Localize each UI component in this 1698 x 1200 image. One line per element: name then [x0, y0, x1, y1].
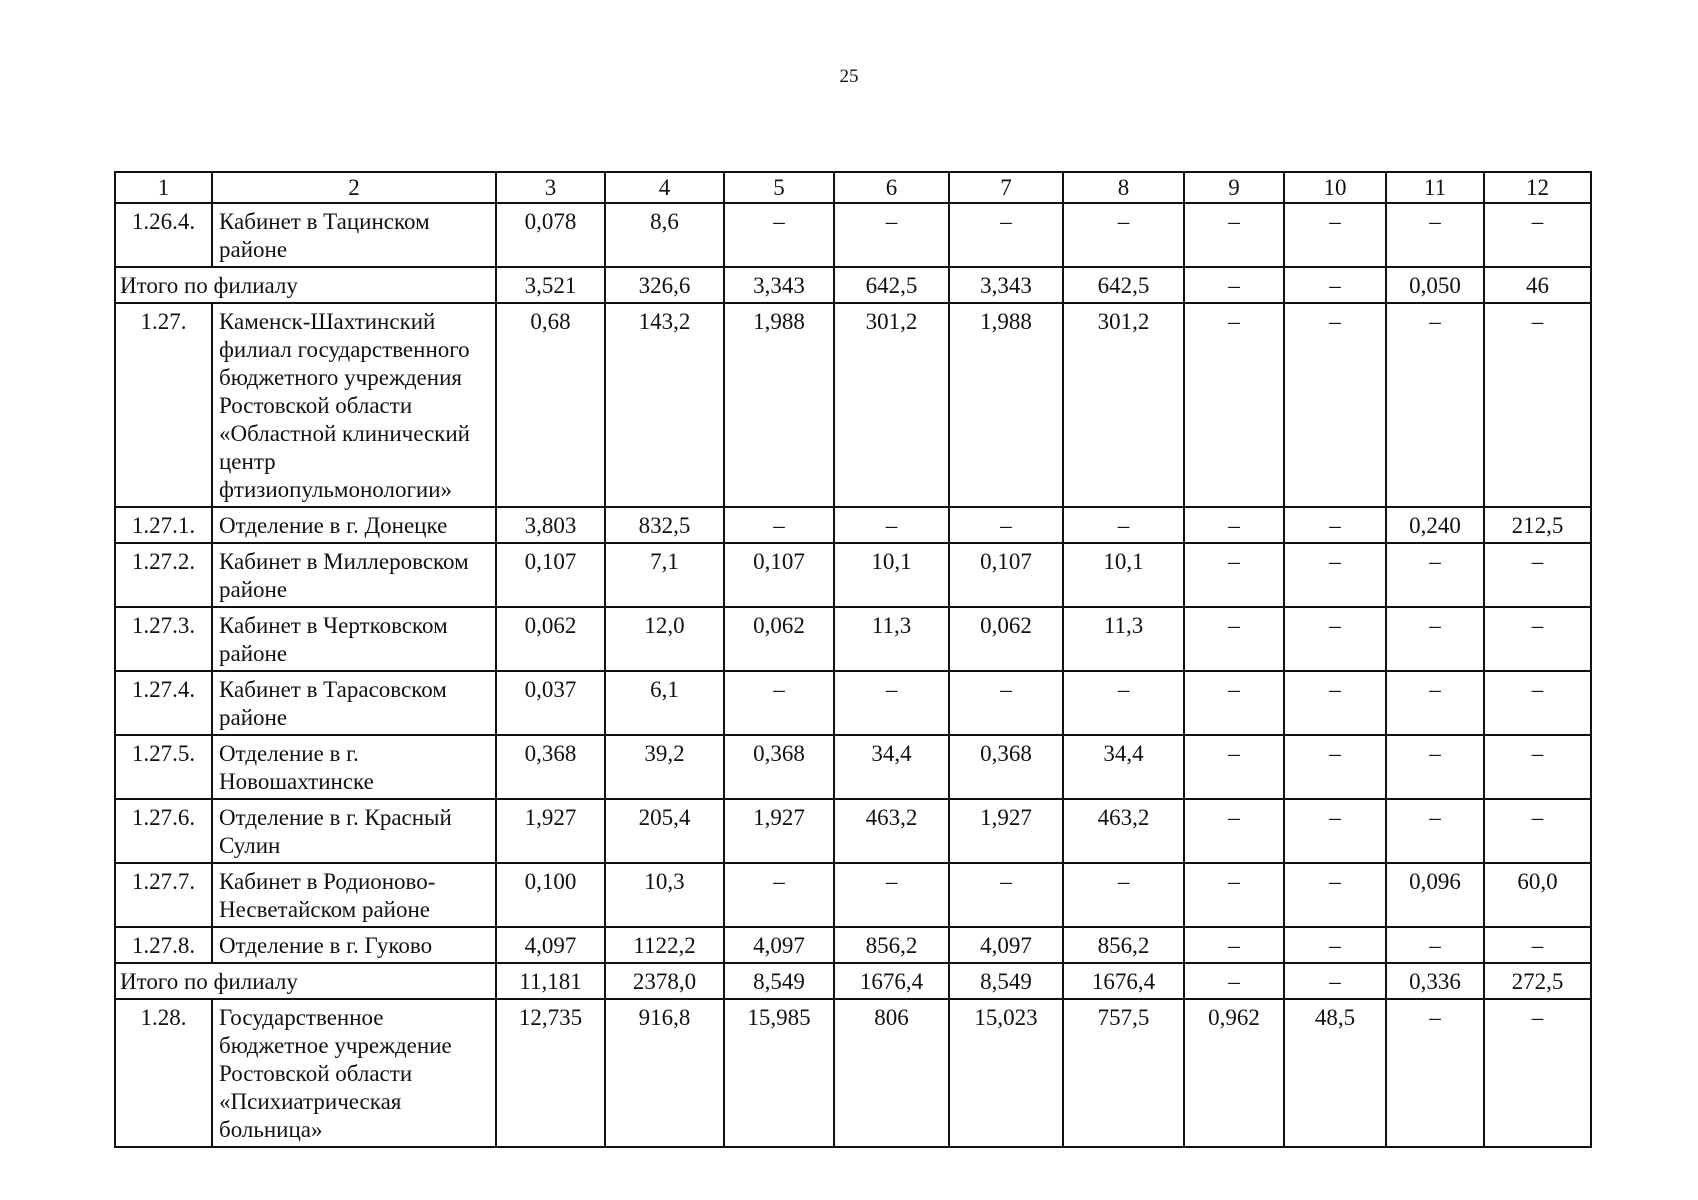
value-cell: 856,2: [1063, 927, 1184, 963]
value-cell: –: [834, 671, 949, 735]
value-cell: –: [834, 203, 949, 267]
value-cell: –: [1386, 927, 1484, 963]
value-cell: –: [1484, 999, 1591, 1147]
value-cell: –: [949, 203, 1063, 267]
value-cell: –: [1284, 203, 1386, 267]
value-cell: –: [1184, 543, 1284, 607]
item-number: 1.27.7.: [115, 863, 212, 927]
value-cell: 11,3: [1063, 607, 1184, 671]
item-name: Кабинет в Тацинском районе: [212, 203, 496, 267]
item-number: 1.27.5.: [115, 735, 212, 799]
value-cell: –: [1386, 607, 1484, 671]
value-cell: 11,181: [496, 963, 605, 999]
value-cell: 10,3: [605, 863, 724, 927]
value-cell: 0,096: [1386, 863, 1484, 927]
total-label: Итого по филиалу: [115, 963, 496, 999]
column-number: 10: [1284, 172, 1386, 203]
value-cell: –: [1484, 543, 1591, 607]
value-cell: –: [1484, 799, 1591, 863]
value-cell: 12,0: [605, 607, 724, 671]
value-cell: 301,2: [1063, 303, 1184, 507]
value-cell: 0,240: [1386, 507, 1484, 543]
value-cell: 34,4: [1063, 735, 1184, 799]
item-name: Отделение в г. Красный Сулин: [212, 799, 496, 863]
value-cell: 4,097: [949, 927, 1063, 963]
item-number: 1.27.1.: [115, 507, 212, 543]
value-cell: 39,2: [605, 735, 724, 799]
value-cell: –: [1284, 963, 1386, 999]
value-cell: 0,336: [1386, 963, 1484, 999]
value-cell: –: [949, 671, 1063, 735]
item-name: Государственное бюджетное учреждение Ростовской области «Психиатрическая больница»: [212, 999, 496, 1147]
item-name: Кабинет в Чертковском районе: [212, 607, 496, 671]
value-cell: –: [1386, 799, 1484, 863]
value-cell: –: [1386, 999, 1484, 1147]
value-cell: 0,368: [724, 735, 834, 799]
item-number: 1.27.: [115, 303, 212, 507]
table-row: [115, 303, 1591, 507]
value-cell: 0,062: [724, 607, 834, 671]
value-cell: 0,107: [496, 543, 605, 607]
value-cell: 46: [1484, 267, 1591, 303]
value-cell: –: [1484, 203, 1591, 267]
value-cell: 272,5: [1484, 963, 1591, 999]
item-number: 1.27.6.: [115, 799, 212, 863]
column-number: 9: [1184, 172, 1284, 203]
total-label: Итого по филиалу: [115, 267, 496, 303]
item-number: 1.27.2.: [115, 543, 212, 607]
value-cell: 326,6: [605, 267, 724, 303]
column-number: 12: [1484, 172, 1591, 203]
value-cell: 0,962: [1184, 999, 1284, 1147]
value-cell: –: [1184, 303, 1284, 507]
total-row: [115, 267, 1591, 303]
value-cell: 1122,2: [605, 927, 724, 963]
value-cell: 0,062: [949, 607, 1063, 671]
data-table: [114, 171, 1592, 1148]
value-cell: 4,097: [496, 927, 605, 963]
value-cell: 205,4: [605, 799, 724, 863]
item-number: 1.27.4.: [115, 671, 212, 735]
value-cell: 0,062: [496, 607, 605, 671]
value-cell: 0,368: [949, 735, 1063, 799]
value-cell: 0,68: [496, 303, 605, 507]
table-row: [115, 671, 1591, 735]
column-number: 4: [605, 172, 724, 203]
value-cell: 6,1: [605, 671, 724, 735]
value-cell: –: [1184, 963, 1284, 999]
value-cell: –: [1386, 543, 1484, 607]
value-cell: –: [1386, 735, 1484, 799]
value-cell: –: [1184, 863, 1284, 927]
item-name: Отделение в г. Гуково: [212, 927, 496, 963]
value-cell: 0,078: [496, 203, 605, 267]
value-cell: 3,803: [496, 507, 605, 543]
column-number: 5: [724, 172, 834, 203]
item-name: Кабинет в Родионово-Несветайском районе: [212, 863, 496, 927]
table-row: [115, 999, 1591, 1147]
value-cell: 916,8: [605, 999, 724, 1147]
value-cell: –: [1284, 671, 1386, 735]
value-cell: –: [724, 507, 834, 543]
value-cell: 301,2: [834, 303, 949, 507]
value-cell: 4,097: [724, 927, 834, 963]
value-cell: –: [1184, 927, 1284, 963]
total-row: [115, 963, 1591, 999]
value-cell: –: [949, 863, 1063, 927]
value-cell: 2378,0: [605, 963, 724, 999]
table-row: [115, 607, 1591, 671]
value-cell: 0,107: [949, 543, 1063, 607]
value-cell: –: [1484, 303, 1591, 507]
table-row: [115, 927, 1591, 963]
value-cell: 8,549: [949, 963, 1063, 999]
value-cell: 1676,4: [834, 963, 949, 999]
value-cell: –: [1184, 799, 1284, 863]
value-cell: 832,5: [605, 507, 724, 543]
value-cell: 1,988: [949, 303, 1063, 507]
value-cell: 60,0: [1484, 863, 1591, 927]
value-cell: –: [1184, 267, 1284, 303]
value-cell: –: [1184, 607, 1284, 671]
value-cell: –: [1063, 203, 1184, 267]
item-name: Каменск-Шахтинский филиал государственного бюджетного учреждения Ростовской области «Областной клинический центр фтизиопульмонологии»: [212, 303, 496, 507]
value-cell: 642,5: [834, 267, 949, 303]
column-number: 7: [949, 172, 1063, 203]
column-number: 3: [496, 172, 605, 203]
value-cell: 34,4: [834, 735, 949, 799]
value-cell: –: [1284, 607, 1386, 671]
value-cell: 806: [834, 999, 949, 1147]
value-cell: 11,3: [834, 607, 949, 671]
value-cell: 0,107: [724, 543, 834, 607]
value-cell: –: [1284, 735, 1386, 799]
item-name: Кабинет в Тарасовском районе: [212, 671, 496, 735]
value-cell: –: [724, 203, 834, 267]
value-cell: –: [1284, 507, 1386, 543]
value-cell: 12,735: [496, 999, 605, 1147]
value-cell: –: [1184, 671, 1284, 735]
value-cell: –: [1063, 507, 1184, 543]
value-cell: –: [1184, 203, 1284, 267]
value-cell: 757,5: [1063, 999, 1184, 1147]
value-cell: 1,927: [949, 799, 1063, 863]
value-cell: 7,1: [605, 543, 724, 607]
column-number: 2: [212, 172, 496, 203]
value-cell: 0,100: [496, 863, 605, 927]
header-row: [115, 172, 1591, 203]
column-number: 11: [1386, 172, 1484, 203]
value-cell: –: [724, 671, 834, 735]
value-cell: –: [724, 863, 834, 927]
value-cell: –: [1063, 671, 1184, 735]
value-cell: –: [1184, 735, 1284, 799]
item-number: 1.27.8.: [115, 927, 212, 963]
value-cell: 10,1: [834, 543, 949, 607]
value-cell: –: [1284, 303, 1386, 507]
value-cell: 0,050: [1386, 267, 1484, 303]
value-cell: 856,2: [834, 927, 949, 963]
value-cell: –: [1386, 671, 1484, 735]
value-cell: 143,2: [605, 303, 724, 507]
table-row: [115, 735, 1591, 799]
value-cell: –: [1386, 203, 1484, 267]
value-cell: 1676,4: [1063, 963, 1184, 999]
value-cell: –: [1484, 927, 1591, 963]
value-cell: 0,368: [496, 735, 605, 799]
table-row: [115, 799, 1591, 863]
table-row: [115, 203, 1591, 267]
value-cell: –: [1284, 543, 1386, 607]
value-cell: 8,549: [724, 963, 834, 999]
value-cell: 15,985: [724, 999, 834, 1147]
value-cell: –: [1184, 507, 1284, 543]
item-number: 1.27.3.: [115, 607, 212, 671]
column-number: 1: [115, 172, 212, 203]
value-cell: –: [949, 507, 1063, 543]
value-cell: 3,343: [724, 267, 834, 303]
value-cell: 48,5: [1284, 999, 1386, 1147]
value-cell: 1,927: [724, 799, 834, 863]
value-cell: 3,343: [949, 267, 1063, 303]
table-row: [115, 863, 1591, 927]
value-cell: –: [1484, 735, 1591, 799]
page-number: 25: [839, 66, 859, 87]
column-number: 6: [834, 172, 949, 203]
column-number: 8: [1063, 172, 1184, 203]
value-cell: 463,2: [834, 799, 949, 863]
value-cell: 1,988: [724, 303, 834, 507]
value-cell: 15,023: [949, 999, 1063, 1147]
item-number: 1.26.4.: [115, 203, 212, 267]
value-cell: 0,037: [496, 671, 605, 735]
value-cell: 212,5: [1484, 507, 1591, 543]
value-cell: –: [1284, 799, 1386, 863]
item-number: 1.28.: [115, 999, 212, 1147]
item-name: Кабинет в Миллеровском районе: [212, 543, 496, 607]
value-cell: 3,521: [496, 267, 605, 303]
table-row: [115, 507, 1591, 543]
value-cell: 10,1: [1063, 543, 1184, 607]
table-row: [115, 543, 1591, 607]
item-name: Отделение в г. Донецке: [212, 507, 496, 543]
value-cell: –: [1063, 863, 1184, 927]
value-cell: –: [1284, 863, 1386, 927]
value-cell: –: [1284, 927, 1386, 963]
value-cell: –: [1284, 267, 1386, 303]
item-name: Отделение в г. Новошахтинске: [212, 735, 496, 799]
value-cell: –: [834, 507, 949, 543]
value-cell: –: [1386, 303, 1484, 507]
value-cell: 463,2: [1063, 799, 1184, 863]
value-cell: –: [834, 863, 949, 927]
value-cell: –: [1484, 671, 1591, 735]
value-cell: –: [1484, 607, 1591, 671]
value-cell: 642,5: [1063, 267, 1184, 303]
value-cell: 8,6: [605, 203, 724, 267]
value-cell: 1,927: [496, 799, 605, 863]
